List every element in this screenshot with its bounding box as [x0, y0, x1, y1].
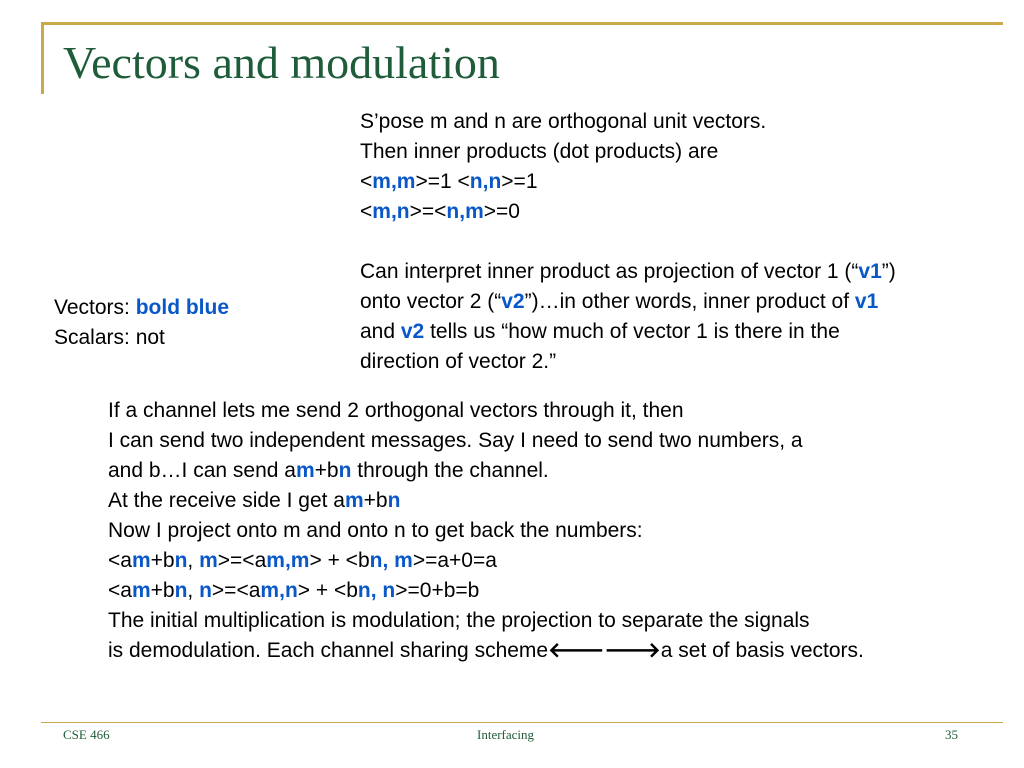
- inner-product-explanation: [360, 107, 896, 377]
- line-unit-norms: <m,m>=1 <n,n>=1: [360, 170, 538, 193]
- line-orthogonality: <m,n>=<n,m>=0: [360, 200, 520, 223]
- footer-course: CSE 466: [63, 727, 110, 742]
- line-send-combination: and b…I can send am+bn through the channel.: [108, 459, 549, 482]
- line-projection-3: and v2 tells us “how much of vector 1 is there in the: [360, 320, 840, 343]
- legend-vectors: Vectors: bold blue: [54, 296, 230, 319]
- line-receive-side: At the receive side I get am+bn: [108, 489, 401, 512]
- line-projection-2: onto vector 2 (“v2”)…in other words, inner product of v1: [360, 290, 879, 313]
- line-channel-intro: If a channel lets me send 2 orthogonal vectors through it, then: [108, 399, 684, 422]
- line-projection-1: Can interpret inner product as projection of vector 1 (“v1”): [360, 260, 896, 283]
- modulation-explanation: [108, 396, 864, 666]
- notation-legend: [54, 293, 229, 353]
- footer-page-number: 35: [945, 727, 958, 742]
- line-project-onto-n: <am+bn, n>=<am,n> + <bn, n>=0+b=b: [108, 579, 480, 602]
- line-modulation-definition: The initial multiplication is modulation; the projection to separate the signals: [108, 609, 810, 632]
- line-orthogonal-intro: S’pose m and n are orthogonal unit vectors.: [360, 110, 767, 133]
- footer-topic: Interfacing: [477, 727, 535, 742]
- title-accent-bar-horizontal: [41, 22, 1003, 25]
- slide-title: Vectors and modulation: [63, 37, 500, 88]
- line-two-messages: I can send two independent messages. Say I need to send two numbers, a: [108, 429, 803, 452]
- line-projection-4: direction of vector 2.”: [360, 350, 557, 373]
- line-inner-products: Then inner products (dot products) are: [360, 140, 719, 163]
- paragraph-gap: [360, 227, 896, 257]
- line-demodulation-definition: is demodulation. Each channel sharing scheme🡐🡒a set of basis vectors.: [108, 639, 864, 662]
- title-accent-bar-vertical: [41, 22, 44, 94]
- legend-scalars: Scalars: not: [54, 326, 165, 349]
- line-project-back: Now I project onto m and onto n to get back the numbers:: [108, 519, 643, 542]
- double-arrow-icon: 🡐🡒: [548, 639, 661, 662]
- footer-divider: [41, 722, 1003, 723]
- line-project-onto-m: <am+bn, m>=<am,m> + <bn, m>=a+0=a: [108, 549, 497, 572]
